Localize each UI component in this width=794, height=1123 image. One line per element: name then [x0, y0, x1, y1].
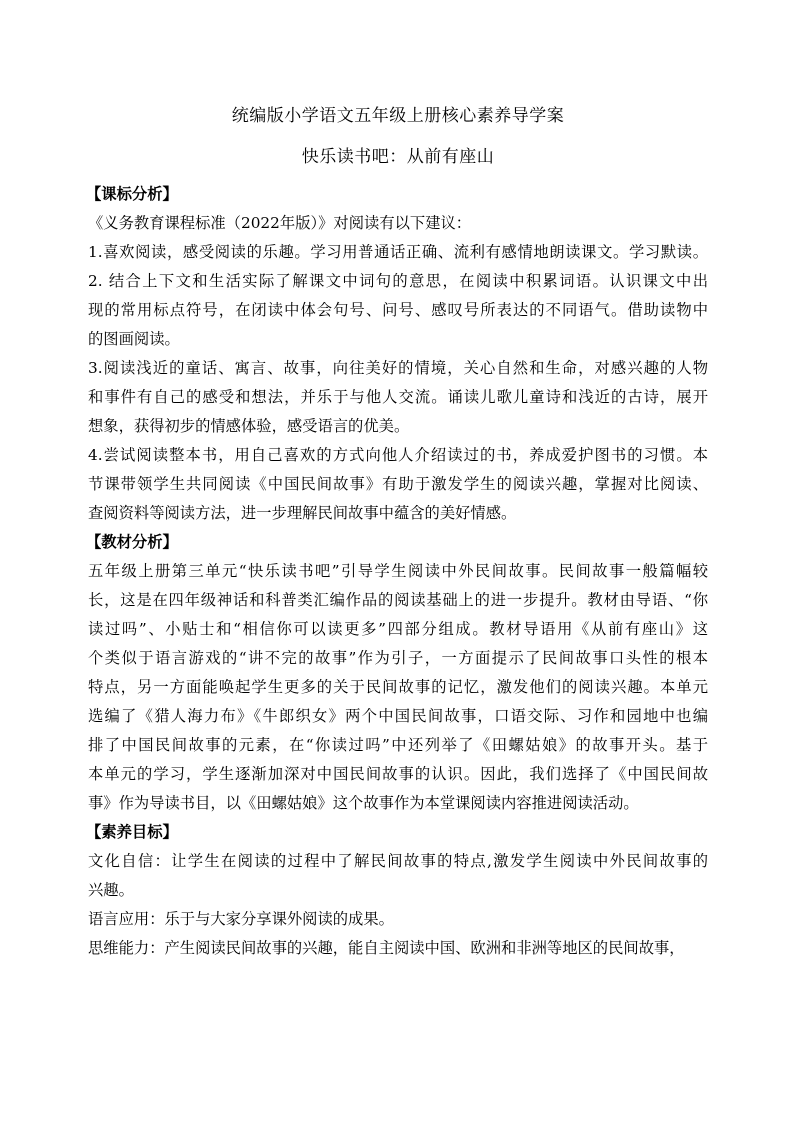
paragraph-line: 和事件有自己的感受和想法，并乐于与他人交流。诵读儿歌儿童诗和浅近的古诗，展开 [88, 388, 708, 406]
section-heading-goals: 【素养目标】 [86, 823, 178, 841]
section-heading-textbook: 【教材分析】 [86, 533, 178, 551]
paragraph-line: 排了中国民间故事的元素，在“你读过吗”中还列举了《田螺姑娘》的故事开头。基于 [88, 736, 708, 754]
paragraph-line: 思维能力：产生阅读民间故事的兴趣，能自主阅读中国、欧洲和非洲等地区的民间故事， [88, 939, 685, 957]
paragraph-line: 查阅资料等阅读方法，进一步理解民间故事中蕴含的美好情感。 [88, 504, 517, 522]
paragraph-line: 五年级上册第三单元“快乐读书吧”引导学生阅读中外民间故事。民间故事一般篇幅较 [88, 562, 708, 580]
paragraph-line: 文化自信：让学生在阅读的过程中了解民间故事的特点,激发学生阅读中外民间故事的 [88, 852, 708, 870]
paragraph-line: 长，这是在四年级神话和科普类汇编作品的阅读基础上的进一步提升。教材由导语、“你 [88, 591, 708, 609]
document-title: 统编版小学语文五年级上册核心素养导学案 [231, 106, 565, 126]
paragraph-line: 1.喜欢阅读，感受阅读的乐趣。学习用普通话正确、流利有感情地朗读课文。学习默读。 [88, 243, 708, 261]
paragraph-line: 事》作为导读书目，以《田螺姑娘》这个故事作为本堂课阅读内容推进阅读活动。 [88, 794, 639, 812]
paragraph-line: 读过吗”、小贴士和“相信你可以读更多”四部分组成。教材导语用《从前有座山》这 [88, 620, 708, 638]
paragraph-line: 特点，另一方面能唤起学生更多的关于民间故事的记忆，激发他们的阅读兴趣。本单元 [88, 678, 708, 696]
paragraph-line: 语言应用：乐于与大家分享课外阅读的成果。 [88, 910, 394, 928]
paragraph-line: 3.阅读浅近的童话、寓言、故事，向往美好的情境，关心自然和生命，对感兴趣的人物 [88, 359, 708, 377]
document-body [88, 180, 708, 963]
paragraph-line: 本单元的学习，学生逐渐加深对中国民间故事的认识。因此，我们选择了《中国民间故 [88, 765, 708, 783]
paragraph-line: 节课带领学生共同阅读《中国民间故事》有助于激发学生的阅读兴趣，掌握对比阅读、 [88, 475, 708, 493]
paragraph-line: 2. 结合上下文和生活实际了解课文中词句的意思，在阅读中积累词语。认识课文中出 [88, 272, 708, 290]
section-heading-curriculum: 【课标分析】 [86, 185, 178, 203]
paragraph-line: 《义务教育课程标准（2022年版）》对阅读有以下建议： [88, 214, 472, 232]
paragraph-line: 的图画阅读。 [88, 330, 180, 348]
paragraph-line: 个类似于语言游戏的“讲不完的故事”作为引子，一方面提示了民间故事口头性的根本 [88, 649, 708, 667]
paragraph-line: 4.尝试阅读整本书，用自己喜欢的方式向他人介绍读过的书，养成爱护图书的习惯。本 [88, 446, 708, 464]
paragraph-line: 选编了《猎人海力布》《牛郎织女》两个中国民间故事，口语交际、习作和园地中也编 [88, 707, 708, 725]
document-page [88, 0, 708, 1123]
paragraph-line: 兴趣。 [88, 881, 134, 899]
paragraph-line: 想象，获得初步的情感体验，感受语言的优美。 [88, 417, 410, 435]
document-subtitle: 快乐读书吧：从前有座山 [301, 147, 495, 167]
paragraph-line: 现的常用标点符号，在闭读中体会句号、问号、感叹号所表达的不同语气。借助读物中 [88, 301, 708, 319]
